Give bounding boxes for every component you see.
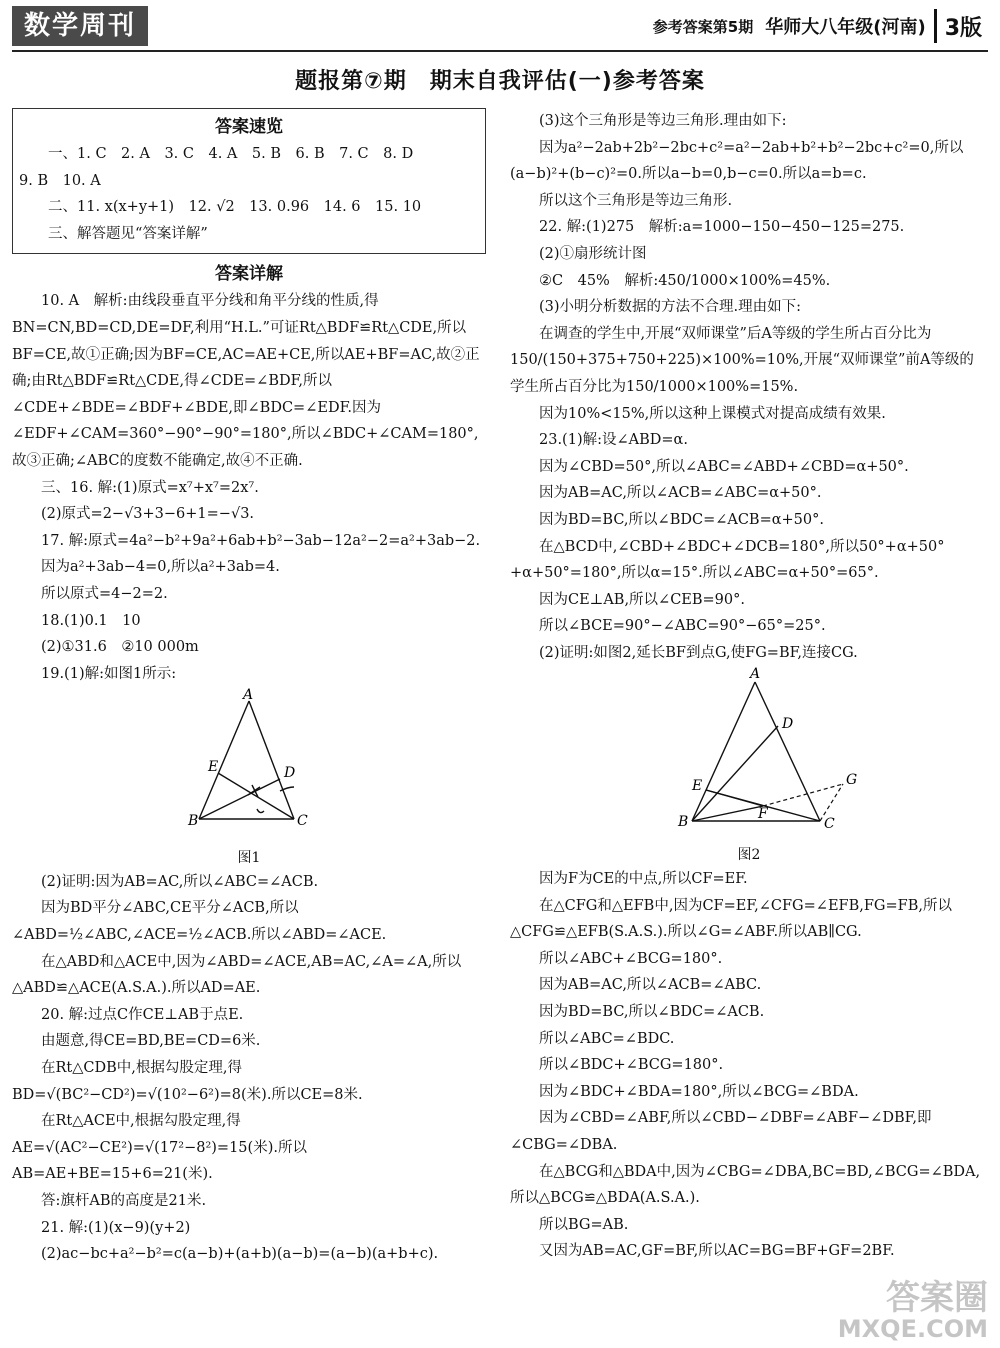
figure-2-caption: 图2 — [737, 847, 761, 864]
detail-section — [12, 260, 486, 1267]
figure-1-caption: 图1 — [237, 849, 261, 866]
answer-paragraph: (3)这个三角形是等边三角形.理由如下: — [539, 113, 787, 129]
label-b: B — [188, 813, 199, 830]
answer-paragraph: 又因为AB=AC,GF=BF,所以AC=BG=BF+GF=2BF. — [539, 1243, 895, 1260]
answer-paragraph: 因为a²−2ab+2b²−2bc+c²=a²−2ab+b²+b²−2bc+c²=0,所以(a−b)²+(b−c)²=0.所以a−b=0,b−c=0.所以a=b=c. — [510, 139, 964, 183]
segment-ab — [199, 701, 249, 819]
answer-paragraph: (2)ac−bc+a²−b²=c(a−b)+(a+b)(a−b)=(a−b)(a+b+c). — [41, 1246, 439, 1263]
answer-paragraph: 答:旗杆AB的高度是21米. — [41, 1193, 207, 1209]
segment-ce — [218, 773, 294, 819]
figure-2-triangle — [510, 666, 988, 834]
segment-bd — [199, 779, 280, 819]
answer-paragraph: 在△ABD和△ACE中,因为∠ABD=∠ACE,AB=AC,∠A=∠A,所以△ABD≌△ACE(A.S.A.).所以AD=AE. — [12, 953, 462, 997]
label-g: G — [846, 772, 858, 789]
answer-paragraph: 所以∠ABC+∠BCG=180°. — [539, 950, 723, 967]
answer-paragraph: (2)证明:因为AB=AC,所以∠ABC=∠ACB. — [41, 873, 319, 890]
label-c: C — [297, 813, 308, 830]
watermark-logo: 答案圈 — [886, 1278, 988, 1318]
quick-line: 三、解答题见“答案详解” — [48, 225, 208, 242]
quick-answers-box — [12, 108, 486, 254]
label-c: C — [824, 816, 835, 833]
answer-paragraph: 所以BG=AB. — [539, 1216, 629, 1233]
answer-paragraph: 在Rt△CDB中,根据勾股定理,得BD=√(BC²−CD²)=√(10²−6²)=8(米).所以CE=8米. — [12, 1060, 363, 1103]
answer-paragraph: 所以∠BCE=90°−∠ABC=90°−65°=25°. — [539, 618, 826, 635]
segment-ac — [755, 682, 820, 821]
answer-paragraph: 在Rt△ACE中,根据勾股定理,得AE=√(AC²−CE²)=√(17²−8²)=15(米).所以AB=AE+BE=15+6=21(米). — [12, 1113, 307, 1183]
page-number: 3版 — [944, 15, 982, 41]
label-a: A — [243, 687, 254, 704]
construction-arc — [257, 809, 264, 813]
page-title: 题报第⑦期 期末自我评估(一)参考答案 — [295, 69, 705, 94]
answer-paragraph: (2)①扇形统计图 — [539, 245, 647, 262]
answer-paragraph: 因为∠CBD=50°,所以∠ABC=∠ABD+∠CBD=α+50°. — [539, 458, 909, 475]
figure-1-triangle — [12, 687, 486, 837]
answer-paragraph: 因为10%<15%,所以这种上课模式对提高成绩有效果. — [539, 405, 886, 422]
answer-paragraph: 10. A 解析:由线段垂直平分线和角平分线的性质,得BN=CN,BD=CD,DE=DF,利用“H.L.”可证Rt△BDF≌Rt△CDE,所以BF=CE,故①正确;因为BF=CE,AC=AE+CE,所以AE+BF=AC,故②正确;由Rt△BDF≌Rt△CDE,得∠CDE=∠BDF,所以∠CDE+∠BDE=∠BDF+∠BDE,即∠BDC=∠EDF.因为∠EDF+∠CAM=360°−90°−90°=180°,所以∠BDC+∠CAM=180°,故③正确;∠ABC的度数不能确定,故④不正确. — [12, 293, 480, 469]
label-d: D — [782, 716, 794, 733]
answer-paragraph: 因为AB=AC,所以∠ACB=∠ABC. — [539, 977, 762, 994]
watermark-url: MXQE.COM — [837, 1315, 988, 1343]
answer-paragraph: 因为F为CE的中点,所以CF=EF. — [539, 871, 748, 888]
answer-paragraph: 23.(1)解:设∠ABD=α. — [539, 432, 688, 449]
newspaper-logo: 数学周刊 — [12, 6, 148, 46]
label-e: E — [208, 759, 219, 776]
answer-paragraph: ②C 45% 解析:450/1000×100%=45%. — [539, 272, 831, 289]
answer-paragraph: 在△BCD中,∠CBD+∠BDC+∠DCB=180°,所以50°+α+50°+α+50°=180°,所以α=15°.所以∠ABC=α+50°=65°. — [510, 538, 945, 582]
header-rule — [12, 50, 988, 52]
answer-paragraph: (3)小明分析数据的方法不合理.理由如下: — [539, 299, 802, 316]
answer-paragraph: 19.(1)解:如图1所示: — [41, 665, 177, 682]
answer-paragraph: (2)①31.6 ②10 000m — [41, 639, 199, 656]
answer-paragraph: 21. 解:(1)(x−9)(y+2) — [41, 1219, 191, 1236]
answer-paragraph: 由题意,得CE=BD,BE=CD=6米. — [41, 1033, 261, 1050]
answer-paragraph: 所以这个三角形是等边三角形. — [539, 192, 733, 209]
answer-paragraph: (2)证明:如图2,延长BF到点G,使FG=BF,连接CG. — [539, 644, 858, 661]
label-f: F — [758, 806, 768, 823]
detail-heading: 答案详解 — [215, 264, 283, 285]
right-column — [510, 108, 988, 1265]
answer-paragraph: 在△CFG和△EFB中,因为CF=EF,∠CFG=∠EFB,FG=FB,所以△CFG≌△EFB(S.A.S.).所以∠G=∠ABF.所以AB∥CG. — [510, 897, 952, 941]
label-d: D — [284, 765, 296, 782]
page-header — [0, 0, 1000, 50]
answer-paragraph: 在调查的学生中,开展“双师课堂”后A等级的学生所占百分比为150/(150+375+750+225)×100%=10%,开展“双师课堂”前A等级的学生所占百分比为150/1000×100%=15%. — [510, 325, 974, 395]
issue-label: 参考答案第5期 — [652, 17, 754, 36]
answer-paragraph: 因为a²+3ab−4=0,所以a²+3ab=4. — [41, 559, 280, 576]
quick-line: 9. B 10. A — [19, 172, 101, 189]
answer-paragraph: 因为BD=BC,所以∠BDC=∠ACB. — [539, 1004, 765, 1021]
segment-ac — [249, 701, 294, 819]
answer-paragraph: 22. 解:(1)275 解析:a=1000−150−450−125=275. — [539, 219, 905, 236]
answer-paragraph: 三、16. 解:(1)原式=x⁷+x⁷=2x⁷. — [41, 479, 259, 496]
quick-line: 二、11. x(x+y+1) 12. √2 13. 0.96 14. 6 15. 10 — [48, 199, 422, 216]
answer-paragraph: 因为∠BDC+∠BDA=180°,所以∠BCG=∠BDA. — [539, 1083, 859, 1100]
answer-paragraph: 因为BD=BC,所以∠BDC=∠ACB=α+50°. — [539, 511, 824, 528]
answer-paragraph: 18.(1)0.1 10 — [41, 612, 141, 629]
quick-answers-heading: 答案速览 — [215, 117, 283, 137]
answer-paragraph: 因为CE⊥AB,所以∠CEB=90°. — [539, 591, 745, 608]
segment-ef — [706, 790, 763, 806]
answer-paragraph: 因为BD平分∠ABC,CE平分∠ACB,所以∠ABD=½∠ABC,∠ACE=½∠ACB.所以∠ABD=∠ACE. — [12, 900, 387, 944]
quick-line: 一、1. C 2. A 3. C 4. A 5. B 6. B 7. C 8. D — [48, 146, 414, 162]
answer-paragraph: (2)原式=2−√3+3−6+1=−√3. — [41, 506, 255, 523]
header-divider — [934, 9, 937, 43]
header-info — [653, 8, 982, 44]
label-b: B — [678, 814, 689, 831]
answer-paragraph: 因为AB=AC,所以∠ACB=∠ABC=α+50°. — [539, 485, 822, 502]
answer-paragraph: 所以∠ABC=∠BDC. — [539, 1030, 675, 1047]
answer-paragraph: 17. 解:原式=4a²−b²+9a²+6ab+b²−3ab−12a²−2=a²+3ab−2. — [41, 532, 481, 549]
answer-paragraph: 因为∠CBD=∠ABF,所以∠CBD−∠DBF=∠ABF−∠DBF,即∠CBG=∠DBA. — [510, 1110, 932, 1153]
site-watermark — [838, 1280, 988, 1342]
answer-paragraph: 在△BCG和△BDA中,因为∠CBG=∠DBA,BC=BD,∠BCG=∠BDA,所以△BCG≌△BDA(A.S.A.). — [510, 1163, 981, 1207]
grade-label: 华师大八年级(河南) — [765, 17, 926, 38]
answer-paragraph: 所以原式=4−2=2. — [41, 585, 168, 602]
answer-paragraph: 20. 解:过点C作CE⊥AB于点E. — [41, 1006, 244, 1023]
label-a: A — [750, 666, 761, 683]
label-e: E — [692, 778, 703, 795]
answer-paragraph: 所以∠BDC+∠BCG=180°. — [539, 1057, 724, 1074]
left-column — [12, 108, 486, 1268]
